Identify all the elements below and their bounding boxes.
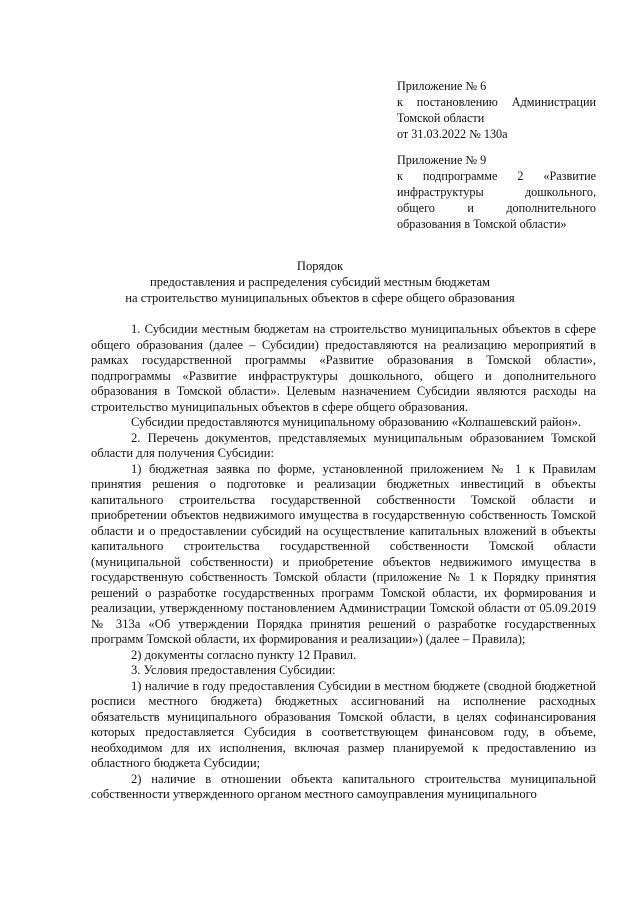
heading-line-2: предоставления и распределения субсидий местным бюджетам xyxy=(149,275,491,289)
appendix-6-block xyxy=(397,78,596,142)
body-paragraph: 1. Субсидии местным бюджетам на строительство муниципальных объектов в сфере общего образования (далее – Субсидии) предоставляются на реализацию мероприятий в рамках государственной программы «Развитие образования в Томской области», подпрограммы «Развитие инфраструктуры дошкольного, общего и дополнительного образования в Томской области». Целевым назначением Субсидии являются расходы на строительство муниципальных объектов в сфере общего образования. xyxy=(91,322,596,414)
body-paragraph: Субсидии предоставляются муниципальному образованию «Колпашевский район». xyxy=(131,415,582,429)
heading-line-3: на строительство муниципальных объектов в сфере общего образования xyxy=(125,291,515,305)
appendix-9-title: Приложение № 9 xyxy=(397,153,487,167)
body-paragraph: 2. Перечень документов, представляемых муниципальным образованием Томской области для получения Субсидии: xyxy=(91,430,596,460)
appendix-9-text: к подпрограмме 2 «Развитие инфраструктуры дошкольного, общего и дополнительного образования в Томской области» xyxy=(397,169,596,231)
appendix-6-line-3: от 31.03.2022 № 130а xyxy=(397,127,508,141)
body-paragraph: 2) наличие в отношении объекта капитального строительства муниципальной собственности утвержденного органом местного самоуправления муниципального xyxy=(91,771,596,801)
appendix-9-block xyxy=(397,152,596,232)
appendix-6-line-2: Томской области xyxy=(397,111,485,125)
body-paragraph: 1) бюджетная заявка по форме, установленной приложением № 1 к Правилам принятия решения о подготовке и реализации бюджетных инвестиций в объекты капитального строительства государственной собственности Томской области и приобретении объектов недвижимого имущества в государственную собственность Томской области и о предоставлении субсидий на осуществление капитальных вложений в объекты капитального строительства государственной собственности Томской области (муниципальной собственности) и приобретение объектов недвижимого имущества в государственную собственность Томской области (приложение № 1 к Порядку принятия решений о разработке государственных программ Томской области, их формирования и реализации, утвержденному постановлением Администрации Томской области от 05.09.2019 № 313а «Об утверждении Порядка принятия решений о разработке государственных программ Томской области, их формирования и реализации») (далее – Правила); xyxy=(91,461,596,646)
document-body xyxy=(91,322,596,803)
heading-line-1: Порядок xyxy=(296,259,344,273)
body-paragraph: 1) наличие в году предоставления Субсидии в местном бюджете (сводной бюджетной росписи местного бюджета) бюджетных ассигнований на исполнение расходных обязательств муниципального образования Томской области, в целях софинансирования которых предоставляется Субсидия в соответствующем финансовом году, в объеме, необходимом для их исполнения, включая размер планируемой к предоставлению из областного бюджета Субсидии; xyxy=(91,678,596,770)
appendix-6-title: Приложение № 6 xyxy=(397,79,487,93)
body-paragraph: 2) документы согласно пункту 12 Правил. xyxy=(131,647,357,662)
document-heading xyxy=(80,258,560,306)
appendix-6-line-1: к постановлению Администрации xyxy=(397,95,596,109)
body-paragraph: 3. Условия предоставления Субсидии: xyxy=(131,663,336,677)
